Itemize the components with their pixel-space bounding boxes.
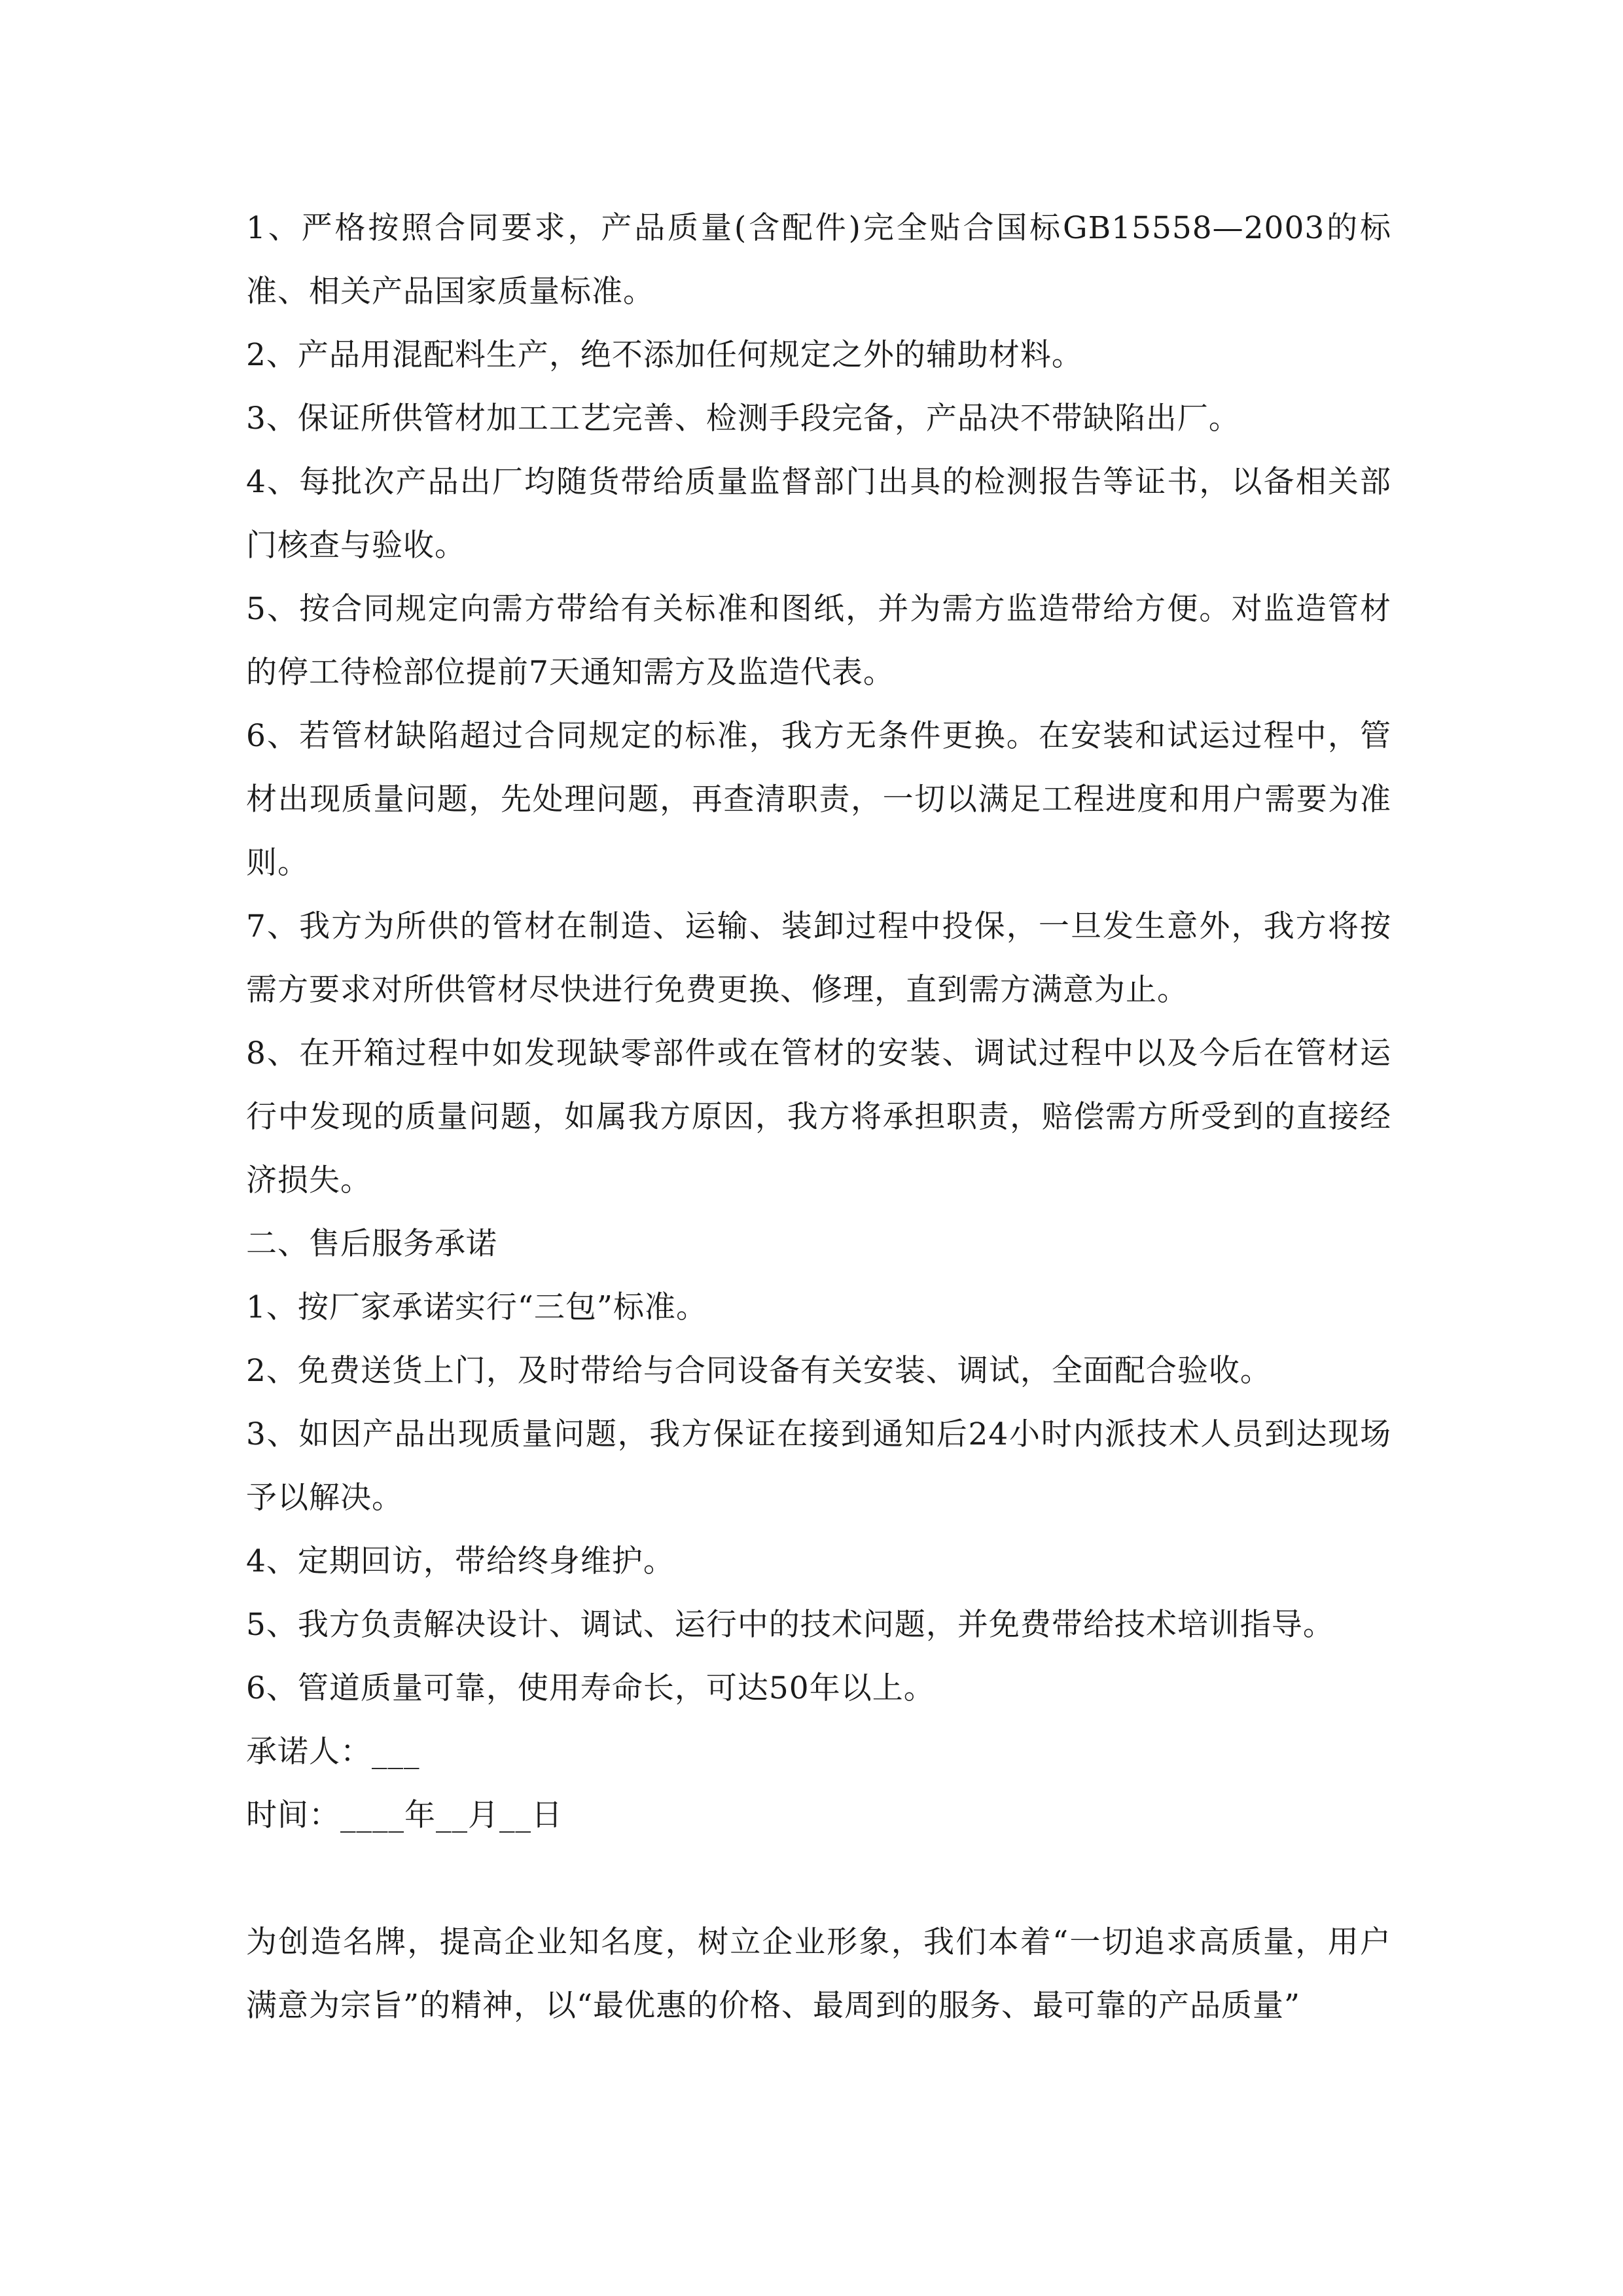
quality-item-6: 6、若管材缺陷超过合同规定的标准，我方无条件更换。在安装和试运过程中，管材出现质量问题，先处理问题，再查清职责，一切以满足工程进度和用户需要为准则。 bbox=[246, 718, 1391, 881]
document-body bbox=[246, 196, 1391, 2037]
paragraph-gap bbox=[246, 1847, 1391, 1910]
service-item-5: 5、我方负责解决设计、调试、运行中的技术问题，并免费带给技术培训指导。 bbox=[246, 1607, 1334, 1643]
service-item-4: 4、定期回访，带给终身维护。 bbox=[246, 1543, 675, 1579]
quality-item-7: 7、我方为所供的管材在制造、运输、装卸过程中投保，一旦发生意外，我方将按需方要求对所供管材尽快进行免费更换、修理，直到需方满意为止。 bbox=[246, 908, 1391, 1008]
service-item-3: 3、如因产品出现质量问题，我方保证在接到通知后24小时内派技术人员到达现场予以解决。 bbox=[246, 1416, 1391, 1516]
quality-item-1: 1、严格按照合同要求，产品质量(含配件)完全贴合国标GB15558—2003的标准、相关产品国家质量标准。 bbox=[246, 210, 1391, 310]
quality-item-3: 3、保证所供管材加工工艺完善、检测手段完备，产品决不带缺陷出厂。 bbox=[246, 401, 1240, 437]
quality-item-2: 2、产品用混配料生产，绝不添加任何规定之外的辅助材料。 bbox=[246, 337, 1083, 373]
promiser-line: 承诺人：___ bbox=[246, 1734, 420, 1770]
date-line: 时间：____年__月__日 bbox=[246, 1797, 563, 1833]
quality-item-5: 5、按合同规定向需方带给有关标准和图纸，并为需方监造带给方便。对监造管材的停工待检部位提前7天通知需方及监造代表。 bbox=[246, 591, 1391, 691]
quality-item-4: 4、每批次产品出厂均随货带给质量监督部门出具的检测报告等证书，以备相关部门核查与验收。 bbox=[246, 464, 1391, 564]
service-item-6: 6、管道质量可靠，使用寿命长，可达50年以上。 bbox=[246, 1670, 935, 1706]
service-item-2: 2、免费送货上门，及时带给与合同设备有关安装、调试，全面配合验收。 bbox=[246, 1353, 1272, 1389]
closing-paragraph: 为创造名牌，提高企业知名度，树立企业形象，我们本着“一切追求高质量，用户满意为宗旨”的精神，以“最优惠的价格、最周到的服务、最可靠的产品质量” bbox=[246, 1924, 1391, 2024]
after-sales-heading: 二、售后服务承诺 bbox=[246, 1226, 497, 1262]
quality-item-8: 8、在开箱过程中如发现缺零部件或在管材的安装、调试过程中以及今后在管材运行中发现的质量问题，如属我方原因，我方将承担职责，赔偿需方所受到的直接经济损失。 bbox=[246, 1035, 1391, 1198]
service-item-1: 1、按厂家承诺实行“三包”标准。 bbox=[246, 1289, 707, 1325]
